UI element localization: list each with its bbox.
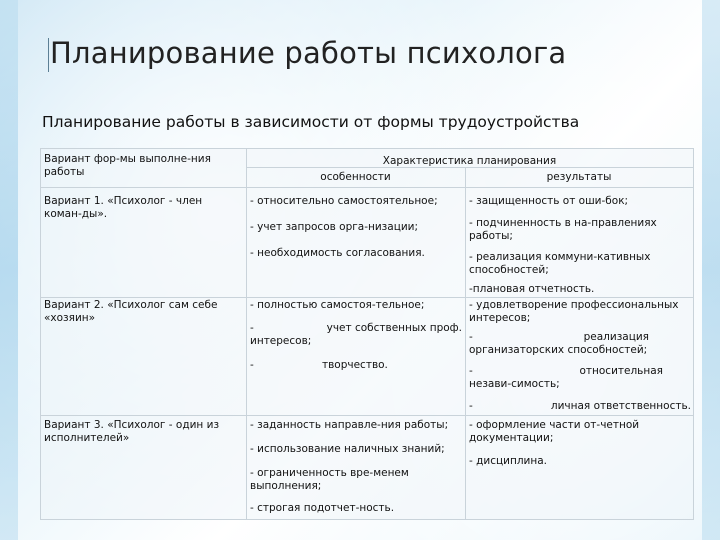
row2-results [469,299,691,413]
row3-features [250,419,462,528]
title-accent-line [48,38,49,72]
row1-feature-3: - необходимость согласования. [250,247,425,259]
row3-feature-2: - использование наличных знаний; [250,443,445,455]
row2-features [250,299,462,372]
header-results: результаты [546,171,612,183]
table-divider-col2 [465,167,466,519]
row2-feature-2 [250,322,462,335]
row1-result-1: - защищенность от оши-бок; [469,195,629,207]
row1-result-3: - реализация коммуни-кативных способностей; [469,251,651,276]
row2-feature-3 [250,359,462,372]
slide-subtitle: Планирование работы в зависимости от формы трудоустройства [42,113,580,131]
row2-result-4-dash: - [469,400,473,412]
decor-frame-left [0,0,18,540]
row2-feature-2-cont: интересов; [250,335,312,347]
row1-result-4: -плановая отчетность. [469,283,595,295]
row2-result-3 [469,365,691,378]
table-divider-header [41,187,693,188]
row2-result-2-cont: организаторских способностей; [469,344,648,356]
row1-results [469,195,691,309]
header-group: Характеристика планирования [382,155,557,167]
row2-feature-1: - полностью самостоя-тельное; [250,299,425,311]
row1-result-2: - подчиненность в на-правлениях работы; [469,217,657,242]
header-features: особенности [320,171,391,183]
decor-frame-right [702,0,720,540]
row3-result-1: - оформление части от-четной документации; [469,419,640,444]
row2-result-3-dash: - [469,365,473,377]
row1-feature-1: - относительно самостоятельное; [250,195,438,207]
row1-variant: Вариант 1. «Психолог - член коман-ды». [44,195,203,220]
slide-title: Планирование работы психолога [50,36,567,70]
row3-feature-3: - ограниченность вре-менем выполнения; [250,467,409,492]
header-variant: Вариант фор-мы выполне-ния работы [44,153,211,178]
row3-result-2: - дисциплина. [469,455,547,467]
row3-variant: Вариант 3. «Психолог - один из исполнителей» [44,419,220,444]
row2-result-1: - удовлетворение профессиональных интересов; [469,299,679,324]
row2-result-4-text: личная ответственность. [550,400,691,412]
row2-result-3-cont: незави-симость; [469,378,560,390]
row2-result-2-dash: - [469,331,473,343]
row2-result-2 [469,331,691,344]
table-divider-col1 [246,149,247,519]
row1-features [250,195,462,273]
row2-feature-2-text: учет собственных проф. [326,322,462,334]
row2-feature-3-text: творчество. [322,359,388,371]
row2-result-3-text: относительная [579,365,663,377]
row3-feature-1: - заданность направле-ния работы; [250,419,449,431]
row3-results [469,419,691,481]
row2-feature-2-dash: - [250,322,254,334]
row2-result-2-text: реализация [583,331,649,343]
table-divider-row2 [41,415,693,416]
planning-table [40,148,694,520]
row2-variant: Вариант 2. «Психолог сам себе «хозяин» [44,299,218,324]
row2-feature-3-dash: - [250,359,254,371]
row2-result-4 [469,400,691,413]
row3-feature-4: - строгая подотчет-ность. [250,502,395,514]
row1-feature-2: - учет запросов орга-низации; [250,221,419,233]
